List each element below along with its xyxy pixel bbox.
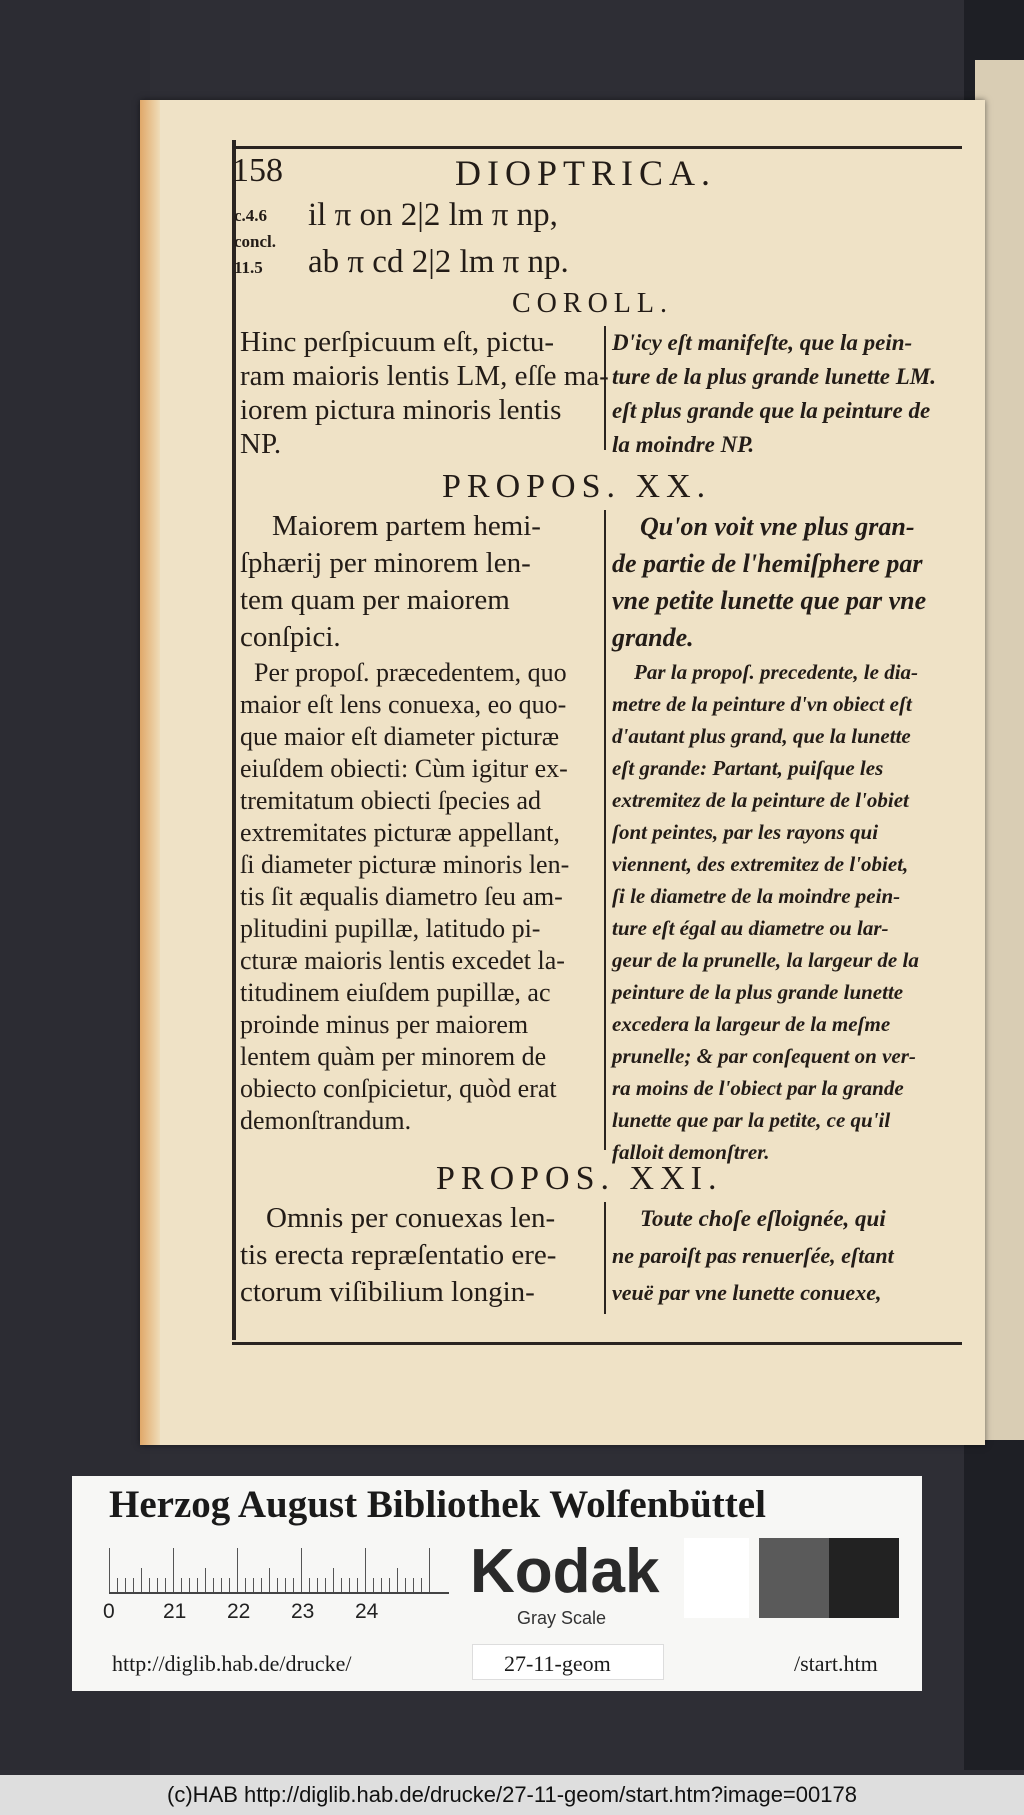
prop20-statement-latin-line: ſphærij per minorem len- xyxy=(240,547,531,579)
formula-line-2: ab π cd 2|2 lm π np. xyxy=(308,244,569,280)
ruler-label: 0 xyxy=(103,1600,115,1623)
prop20-proof-french-line: ſont peintes, par les rayons qui xyxy=(612,820,879,844)
prop20-proof-latin-line: tis ſit æqualis diametro ſeu am- xyxy=(240,882,563,911)
column-divider xyxy=(604,510,606,1150)
prop20-proof-latin-line: lentem quàm per minorem de xyxy=(240,1042,547,1071)
prop21-heading: PROPOS. XXI. xyxy=(436,1160,723,1197)
prop20-statement-french-line: de partie de l'hemiſphere par xyxy=(612,549,923,578)
prop20-proof-latin-line: obiecto conſpicietur, quòd erat xyxy=(240,1074,557,1103)
url-left: http://diglib.hab.de/drucke/ xyxy=(112,1651,352,1676)
prop21-french-line: ne paroiſt pas renuerſée, eſtant xyxy=(612,1243,894,1268)
prop20-proof-french-line: excedera la largeur de la meſme xyxy=(612,1012,891,1036)
prop20-proof-latin-line: titudinem eiuſdem pupillæ, ac xyxy=(240,978,551,1007)
prop20-proof-french-line: ra moins de l'obiect par la grande xyxy=(612,1076,904,1100)
prop20-proof-french-line: prunelle; & par conſequent on ver- xyxy=(612,1044,916,1068)
prop20-proof-latin-line: ſi diameter picturæ minoris len- xyxy=(240,850,570,879)
url-right: /start.htm xyxy=(794,1651,878,1676)
corollary-latin-line: iorem pictura minoris lentis xyxy=(240,394,562,426)
footer-bar xyxy=(0,1775,1024,1815)
running-head: DIOPTRICA. xyxy=(455,153,717,193)
gray-swatch-dark xyxy=(759,1538,829,1618)
prop20-proof-french-line: Par la propoſ. precedente, le dia- xyxy=(634,660,919,684)
corollary-heading: COROLL. xyxy=(512,288,673,319)
prop20-proof-french-line: metre de la peinture d'vn obiect eſt xyxy=(612,692,912,716)
prop20-proof-french-line: ture eſt égal au diametre ou lar- xyxy=(612,916,889,940)
prop21-french-line: Toute choſe eſloignée, qui xyxy=(640,1206,886,1231)
prop20-proof-french-line: peinture de la plus grande lunette xyxy=(612,980,904,1004)
prop20-statement-latin-line: Maiorem partem hemi- xyxy=(272,510,541,542)
corollary-french-line: la moindre NP. xyxy=(612,432,755,457)
formula-line-1: il π on 2|2 lm π np, xyxy=(308,197,558,233)
prop21-latin-line: tis erecta repræſentatio ere- xyxy=(240,1239,557,1271)
prop20-proof-french-line: viennent, des extremitez de l'obiet, xyxy=(612,852,909,876)
column-divider xyxy=(604,1202,606,1314)
prop21-latin-line: Omnis per conuexas len- xyxy=(266,1202,556,1234)
text-frame-top-rule xyxy=(232,146,962,149)
corollary-french-line: eſt plus grande que la peinture de xyxy=(612,398,931,423)
prop20-proof-french-line: falloit demonſtrer. xyxy=(612,1140,770,1164)
gray-swatch-black xyxy=(829,1538,899,1618)
prop20-proof-french-line: extremitez de la peinture de l'obiet xyxy=(612,788,909,812)
prop20-statement-french-line: vne petite lunette que par vne xyxy=(612,586,927,615)
text-frame-bottom-rule xyxy=(232,1342,962,1345)
prop20-statement-latin-line: conſpici. xyxy=(240,621,341,653)
prop20-proof-french-line: lunette que par la petite, ce qu'il xyxy=(612,1108,891,1132)
ruler-label: 24 xyxy=(355,1600,379,1623)
corollary-french-line: ture de la plus grande lunette LM. xyxy=(612,364,936,389)
corollary-latin-line: ram maioris lentis LM, eſſe ma- xyxy=(240,360,609,392)
prop20-proof-latin-line: extremitates picturæ appellant, xyxy=(240,818,560,847)
corollary-latin-line: Hinc perſpicuum eſt, pictu- xyxy=(240,326,555,358)
prop20-proof-latin-line: Per propoſ. præcedentem, quo xyxy=(254,658,567,687)
kodak-logo: Kodak xyxy=(470,1537,660,1606)
prop20-proof-latin-line: eiuſdem obiecti: Cùm igitur ex- xyxy=(240,754,568,783)
prop20-proof-french-line: ſi le diametre de la moindre pein- xyxy=(612,884,901,908)
footer-copyright: (c)HAB http://diglib.hab.de/drucke/27-11-geom/start.htm?image=00178 xyxy=(167,1782,857,1807)
prop20-proof-french-line: d'autant plus grand, que la lunette xyxy=(612,724,911,748)
margin-ref-2: concl. xyxy=(234,232,277,251)
page-number: 158 xyxy=(232,152,283,189)
prop20-statement-french-line: grande. xyxy=(612,623,694,652)
gray-swatch-white xyxy=(684,1538,749,1618)
prop20-proof-french-line: eſt grande: Partant, puiſque les xyxy=(612,756,884,780)
ruler-label: 23 xyxy=(291,1600,315,1623)
prop21-latin-line: ctorum viſibilium longin- xyxy=(240,1276,535,1308)
prop20-statement-latin-line: tem quam per maiorem xyxy=(240,584,510,616)
corollary-latin-line: NP. xyxy=(240,428,282,460)
prop20-proof-latin-line: plitudini pupillæ, latitudo pi- xyxy=(240,914,541,943)
prop21-french-line: veuë par vne lunette conuexe, xyxy=(612,1280,882,1305)
corollary-french-line: D'icy eſt manifeſte, que la pein- xyxy=(612,330,913,355)
margin-ref-3: 11.5 xyxy=(234,258,263,277)
url-middle: 27-11-geom xyxy=(504,1651,611,1676)
prop20-heading: PROPOS. XX. xyxy=(442,468,712,505)
calibration-card xyxy=(72,1476,922,1691)
prop20-statement-french-line: Qu'on voit vne plus gran- xyxy=(640,512,915,541)
prop20-proof-french-line: geur de la prunelle, la largeur de la xyxy=(612,948,919,972)
prop20-proof-latin-line: cturæ maioris lentis excedet la- xyxy=(240,946,565,975)
prop20-proof-latin-line: demonſtrandum. xyxy=(240,1106,412,1135)
prop20-proof-latin-line: tremitatum obiecti ſpecies ad xyxy=(240,786,542,815)
ruler-label: 21 xyxy=(163,1600,187,1623)
gray-scale-label: Gray Scale xyxy=(517,1608,607,1628)
prop20-proof-latin-line: maior eſt lens conuexa, eo quo- xyxy=(240,690,567,719)
text-frame-left-rule xyxy=(232,140,236,1340)
prop20-proof-latin-line: que maior eſt diameter picturæ xyxy=(240,722,560,751)
ruler xyxy=(109,1548,449,1594)
prop20-proof-latin-line: proinde minus per maiorem xyxy=(240,1010,529,1039)
margin-ref-1: c.4.6 xyxy=(234,206,268,225)
ruler-label: 22 xyxy=(227,1600,251,1623)
library-title: Herzog August Bibliothek Wolfenbüttel xyxy=(109,1483,766,1526)
page-edge-discoloration xyxy=(140,100,160,1445)
